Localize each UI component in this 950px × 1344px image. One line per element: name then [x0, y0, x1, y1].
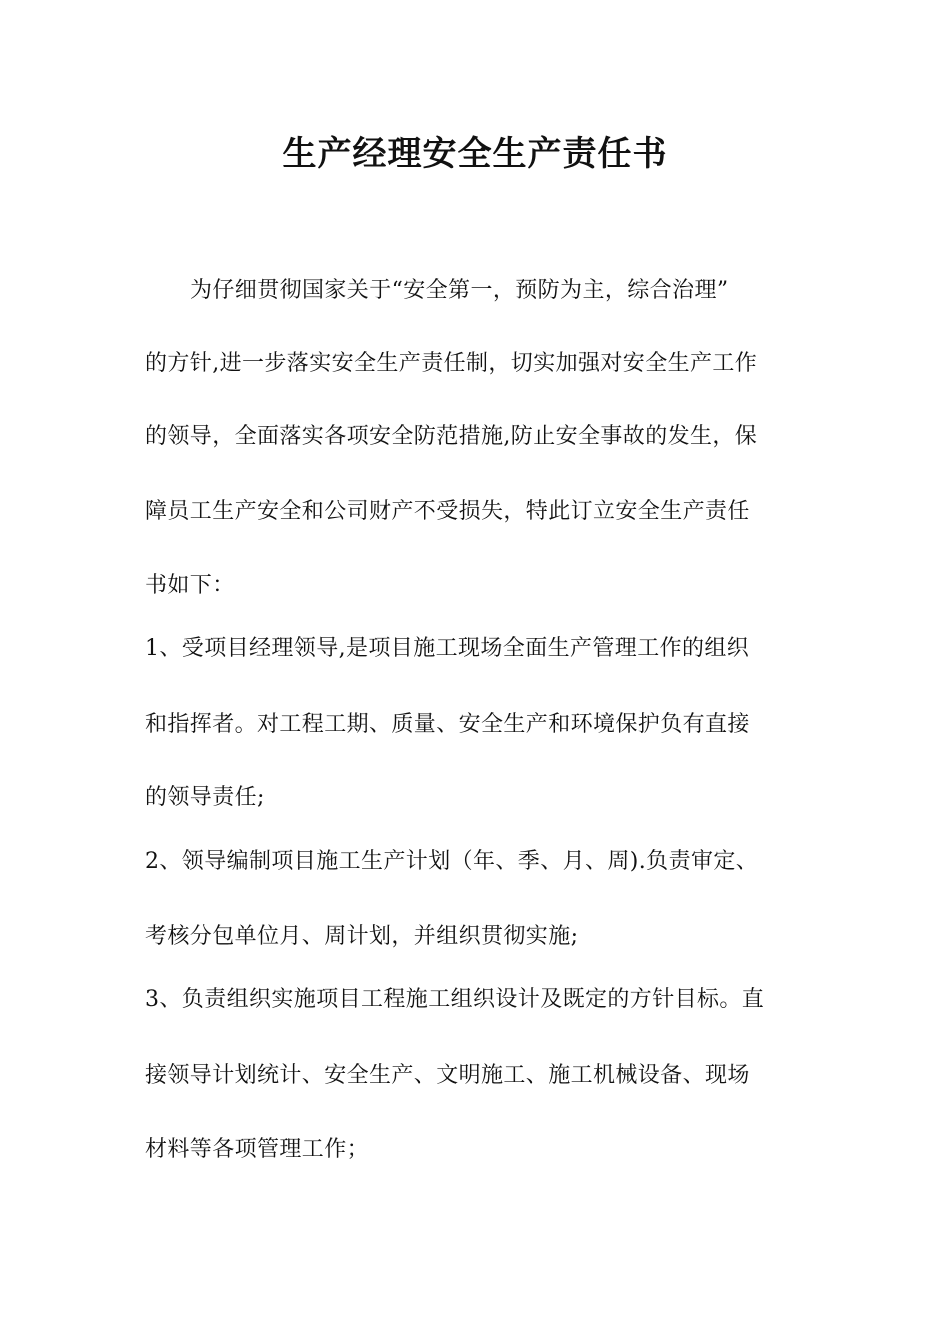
intro-line-2: 的方针,进一步落实安全生产责任制，切实加强对安全生产工作	[145, 351, 758, 376]
item-3-line-2: 接领导计划统计、安全生产、文明施工、施工机械设备、现场	[145, 1063, 750, 1088]
item-2-line-2: 考核分包单位月、周计划，并组织贯彻实施;	[145, 924, 579, 949]
intro-line-3: 的领导，全面落实各项安全防范措施,防止安全事故的发生，保	[145, 424, 758, 449]
item-1-line-1: 1、受项目经理领导,是项目施工现场全面生产管理工作的组织	[145, 636, 750, 661]
item-1-line-2: 和指挥者。对工程工期、质量、安全生产和环境保护负有直接	[145, 712, 750, 737]
document-title: 生产经理安全生产责任书	[282, 134, 668, 174]
intro-line-4: 障员工生产安全和公司财产不受损失，特此订立安全生产责任	[145, 499, 750, 524]
item-3-line-1: 3、负责组织实施项目工程施工组织设计及既定的方针目标。直	[145, 987, 765, 1012]
item-1-line-3: 的领导责任;	[145, 785, 265, 810]
item-3-line-3: 材料等各项管理工作；	[145, 1137, 370, 1162]
intro-line-5: 书如下：	[145, 573, 235, 598]
intro-line-1: 为仔细贯彻国家关于“安全第一，预防为主，综合治理”	[190, 278, 729, 303]
item-2-line-1: 2、领导编制项目施工生产计划（年、季、月、周).负责审定、	[145, 849, 759, 874]
